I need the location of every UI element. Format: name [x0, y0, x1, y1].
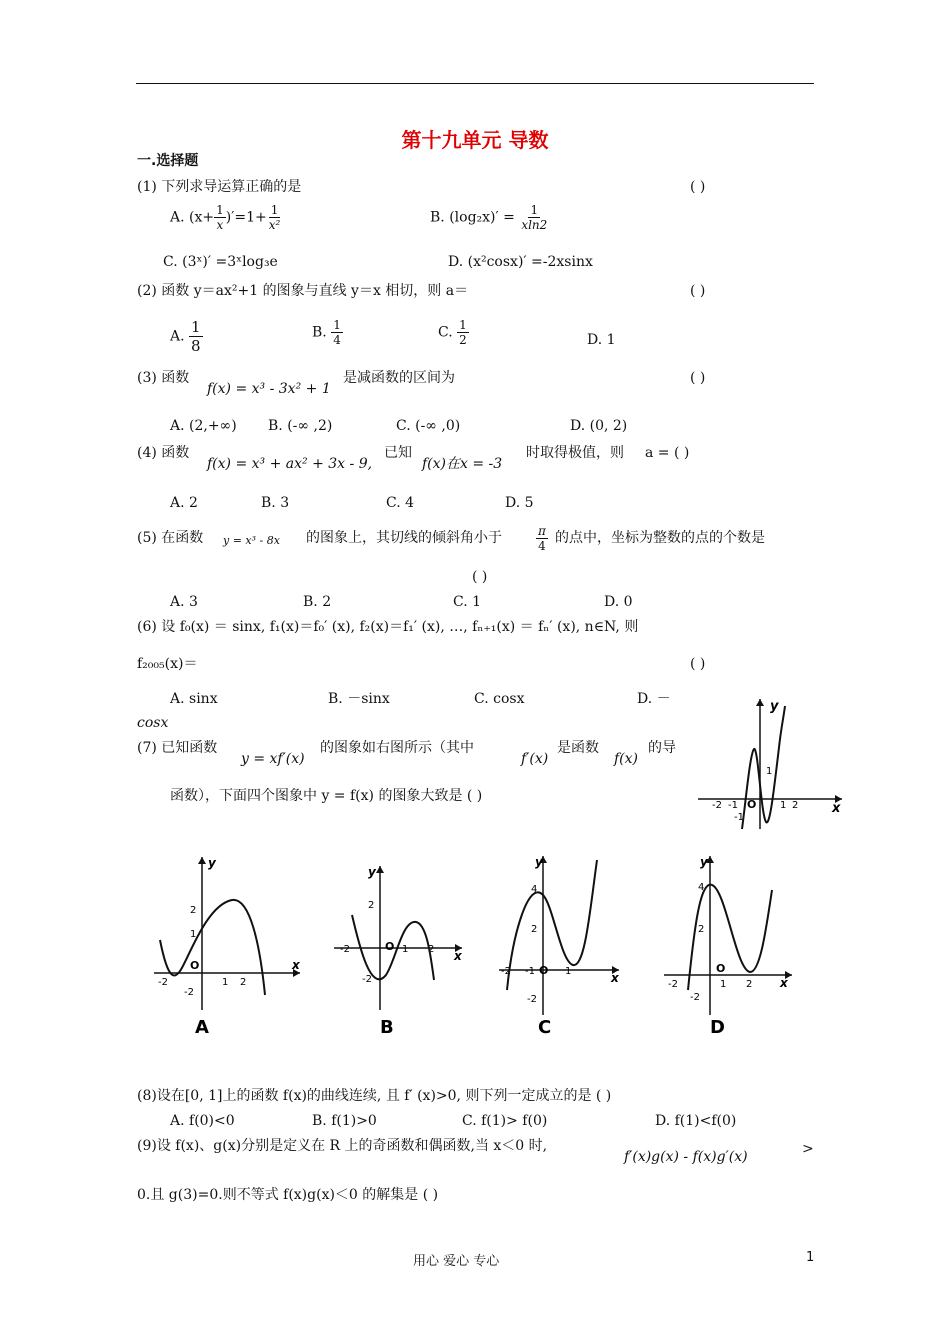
svg-text:x: x	[292, 958, 300, 972]
q7-stem-post: 的导	[648, 740, 676, 756]
q5-stem-post: 的点中，坐标为整数的点的个数是	[555, 530, 765, 546]
q9-expression: f′(x)g(x) - f(x)g′(x)	[624, 1149, 748, 1165]
q6-stem: (6) 设 f₀(x) ＝ sinx, f₁(x)＝f₀′ (x), f₂(x)＝f₁′ (x), …, fₙ₊₁(x) ＝ fₙ′ (x), n∈N, 则	[137, 619, 639, 635]
svg-text:-2: -2	[712, 800, 722, 811]
q3-option-a: A. (2,+∞)	[170, 418, 237, 434]
q3-stem-pre: (3) 函数	[137, 370, 190, 386]
svg-text:1: 1	[565, 966, 572, 977]
q2-stem: (2) 函数 y＝ax²+1 的图象与直线 y＝x 相切，则 a＝	[137, 283, 469, 299]
q7-graph-d-label: D	[710, 1017, 725, 1038]
q7-reference-graph	[690, 694, 850, 834]
q1-answer-paren: ( )	[690, 179, 706, 195]
svg-text:-2: -2	[690, 992, 700, 1003]
q3-stem-post: 是减函数的区间为	[343, 370, 455, 386]
q6-option-d-cont: cosx	[137, 715, 169, 731]
svg-text:x: x	[780, 976, 788, 990]
header-rule	[136, 83, 814, 84]
q4-stem-pre: (4) 函数	[137, 445, 190, 461]
q6-answer-paren: ( )	[690, 656, 706, 672]
q5-fraction: $\frac{\pi}{4}$	[538, 524, 546, 553]
q3-option-d: D. (0, 2)	[570, 418, 628, 434]
svg-text:x: x	[832, 801, 841, 816]
q5-option-b: B. 2	[303, 594, 332, 610]
q3-option-c: C. (-∞ ,0)	[396, 418, 461, 434]
svg-text:x: x	[611, 971, 619, 985]
svg-text:-2: -2	[362, 974, 372, 985]
svg-text:1: 1	[766, 766, 773, 777]
q8-option-d: D. f(1)<f(0)	[655, 1113, 737, 1129]
svg-text:1: 1	[402, 944, 409, 955]
page-title: 第十九单元 导数	[401, 128, 549, 152]
svg-text:y: y	[208, 856, 216, 870]
svg-text:-1: -1	[525, 966, 535, 977]
q4-tail: a = ( )	[645, 445, 690, 461]
svg-text:2: 2	[428, 944, 435, 955]
q7-graph-a-label: A	[195, 1017, 209, 1038]
q1-stem: (1) 下列求导运算正确的是	[137, 179, 302, 195]
q6-option-c: C. cosx	[474, 691, 525, 707]
q5-option-a: A. 3	[170, 594, 198, 610]
q8-option-c: C. f(1)> f(0)	[462, 1113, 548, 1129]
svg-text:-1: -1	[728, 800, 738, 811]
q4-mid: 已知	[384, 445, 412, 461]
q7-graph-a	[150, 845, 310, 1045]
q4-option-d: D. 5	[505, 495, 534, 511]
q5-option-d: D. 0	[604, 594, 633, 610]
svg-text:2: 2	[240, 977, 247, 988]
q6-option-b: B. －sinx	[328, 691, 390, 707]
svg-text:2: 2	[746, 979, 753, 990]
q7-stem-mid: 的图象如右图所示（其中	[320, 740, 474, 756]
q3-answer-paren: ( )	[690, 370, 706, 386]
svg-text:y: y	[700, 855, 708, 869]
q7-graph-b-label: B	[380, 1017, 394, 1038]
q9-greater: >	[802, 1141, 814, 1157]
q5-expression: y = x³ - 8x	[223, 534, 280, 547]
svg-text:4: 4	[698, 882, 705, 893]
svg-text:1: 1	[720, 979, 727, 990]
svg-text:O: O	[385, 940, 395, 953]
svg-text:2: 2	[792, 800, 799, 811]
svg-text:-1: -1	[734, 812, 744, 823]
q1-option-a: A. (x+ $\frac{1}{x}$ )′=1+ $\frac{1}{\text{x²}}$	[170, 203, 281, 232]
svg-text:-2: -2	[184, 987, 194, 998]
q8-stem: (8)设在[0, 1]上的函数 f(x)的曲线连续, 且 f′ (x)>0, 则下列一定成立的是 ( )	[137, 1088, 612, 1104]
q7-expression-2: f′(x)	[521, 751, 549, 767]
q7-stem-mid2: 是函数	[557, 740, 599, 756]
q4-option-c: C. 4	[386, 495, 415, 511]
q4-expression: f(x) = x³ + ax² + 3x - 9,	[207, 456, 373, 472]
q5-stem-pre: (5) 在函数	[137, 530, 204, 546]
q2-answer-paren: ( )	[690, 283, 706, 299]
svg-text:-2: -2	[340, 944, 350, 955]
svg-text:y: y	[535, 855, 543, 869]
q1-option-b: B. (log₂x)′ = $\frac{1}{xln2}$	[430, 203, 548, 232]
q7-graph-b	[330, 860, 470, 1045]
q7-stem-line2: 函数），下面四个图象中 y = f(x) 的图象大致是 ( )	[170, 788, 483, 804]
q7-graph-c-label: C	[538, 1017, 552, 1038]
svg-text:2: 2	[368, 900, 375, 911]
q2-option-b: B. $\frac{1}{4}$	[312, 318, 341, 347]
svg-text:x: x	[454, 949, 462, 963]
q4-option-a: A. 2	[170, 495, 198, 511]
q7-graph-d	[660, 850, 800, 1045]
svg-text:2: 2	[531, 924, 538, 935]
q5-answer-paren: ( )	[472, 569, 488, 585]
q6-option-a: A. sinx	[170, 691, 218, 707]
q8-option-a: A. f(0)<0	[170, 1113, 235, 1129]
svg-text:-2: -2	[527, 994, 537, 1005]
q2-option-a: A. $\frac{1}{8}$	[170, 318, 201, 355]
q2-option-c: C. $\frac{1}{2}$	[438, 318, 467, 347]
q5-stem-mid: 的图象上，其切线的倾斜角小于	[306, 530, 502, 546]
q3-expression: f(x) = x³ - 3x² + 1	[207, 381, 331, 397]
q4-stem-post: 时取得极值，则	[526, 445, 624, 461]
svg-text:1: 1	[190, 929, 197, 940]
q8-option-b: B. f(1)>0	[312, 1113, 377, 1129]
q7-expression-1: y = xf′(x)	[241, 751, 305, 767]
svg-text:y: y	[368, 865, 376, 879]
q3-option-b: B. (-∞ ,2)	[268, 418, 333, 434]
q7-graph-c	[495, 850, 625, 1045]
q7-stem-pre: (7) 已知函数	[137, 740, 218, 756]
section-heading: 一.选择题	[137, 153, 199, 169]
page-number: 1	[806, 1250, 815, 1265]
footer-text: 用心 爱心 专心	[413, 1254, 500, 1269]
q2-option-d: D. 1	[587, 332, 616, 348]
svg-text:O: O	[190, 959, 200, 972]
svg-text:1: 1	[780, 800, 787, 811]
q6-option-d: D. －	[637, 691, 671, 707]
svg-text:-2: -2	[668, 979, 678, 990]
svg-text:1: 1	[222, 977, 229, 988]
svg-text:4: 4	[531, 884, 538, 895]
svg-text:O: O	[539, 964, 549, 977]
svg-text:y: y	[770, 699, 779, 714]
q1-option-c: C. (3ˣ)′ =3ˣlog₃e	[163, 254, 278, 270]
q9-stem-line2: 0.且 g(3)=0.则不等式 f(x)g(x)＜0 的解集是 ( )	[137, 1187, 439, 1203]
q4-option-b: B. 3	[261, 495, 290, 511]
q6-stem-line2: f₂₀₀₅(x)＝	[137, 656, 198, 672]
svg-text:2: 2	[190, 905, 197, 916]
svg-text:O: O	[747, 798, 757, 811]
svg-text:O: O	[716, 962, 726, 975]
q7-expression-3: f(x)	[614, 751, 639, 767]
q1-option-d: D. (x²cosx)′ =-2xsinx	[448, 254, 593, 270]
svg-text:-2: -2	[158, 977, 168, 988]
svg-text:-2: -2	[501, 966, 511, 977]
q5-option-c: C. 1	[453, 594, 482, 610]
svg-text:2: 2	[698, 924, 705, 935]
q9-stem: (9)设 f(x)、g(x)分别是定义在 R 上的奇函数和偶函数,当 x＜0 时,	[137, 1138, 548, 1154]
q4-condition: f(x)在x = -3	[422, 456, 503, 472]
